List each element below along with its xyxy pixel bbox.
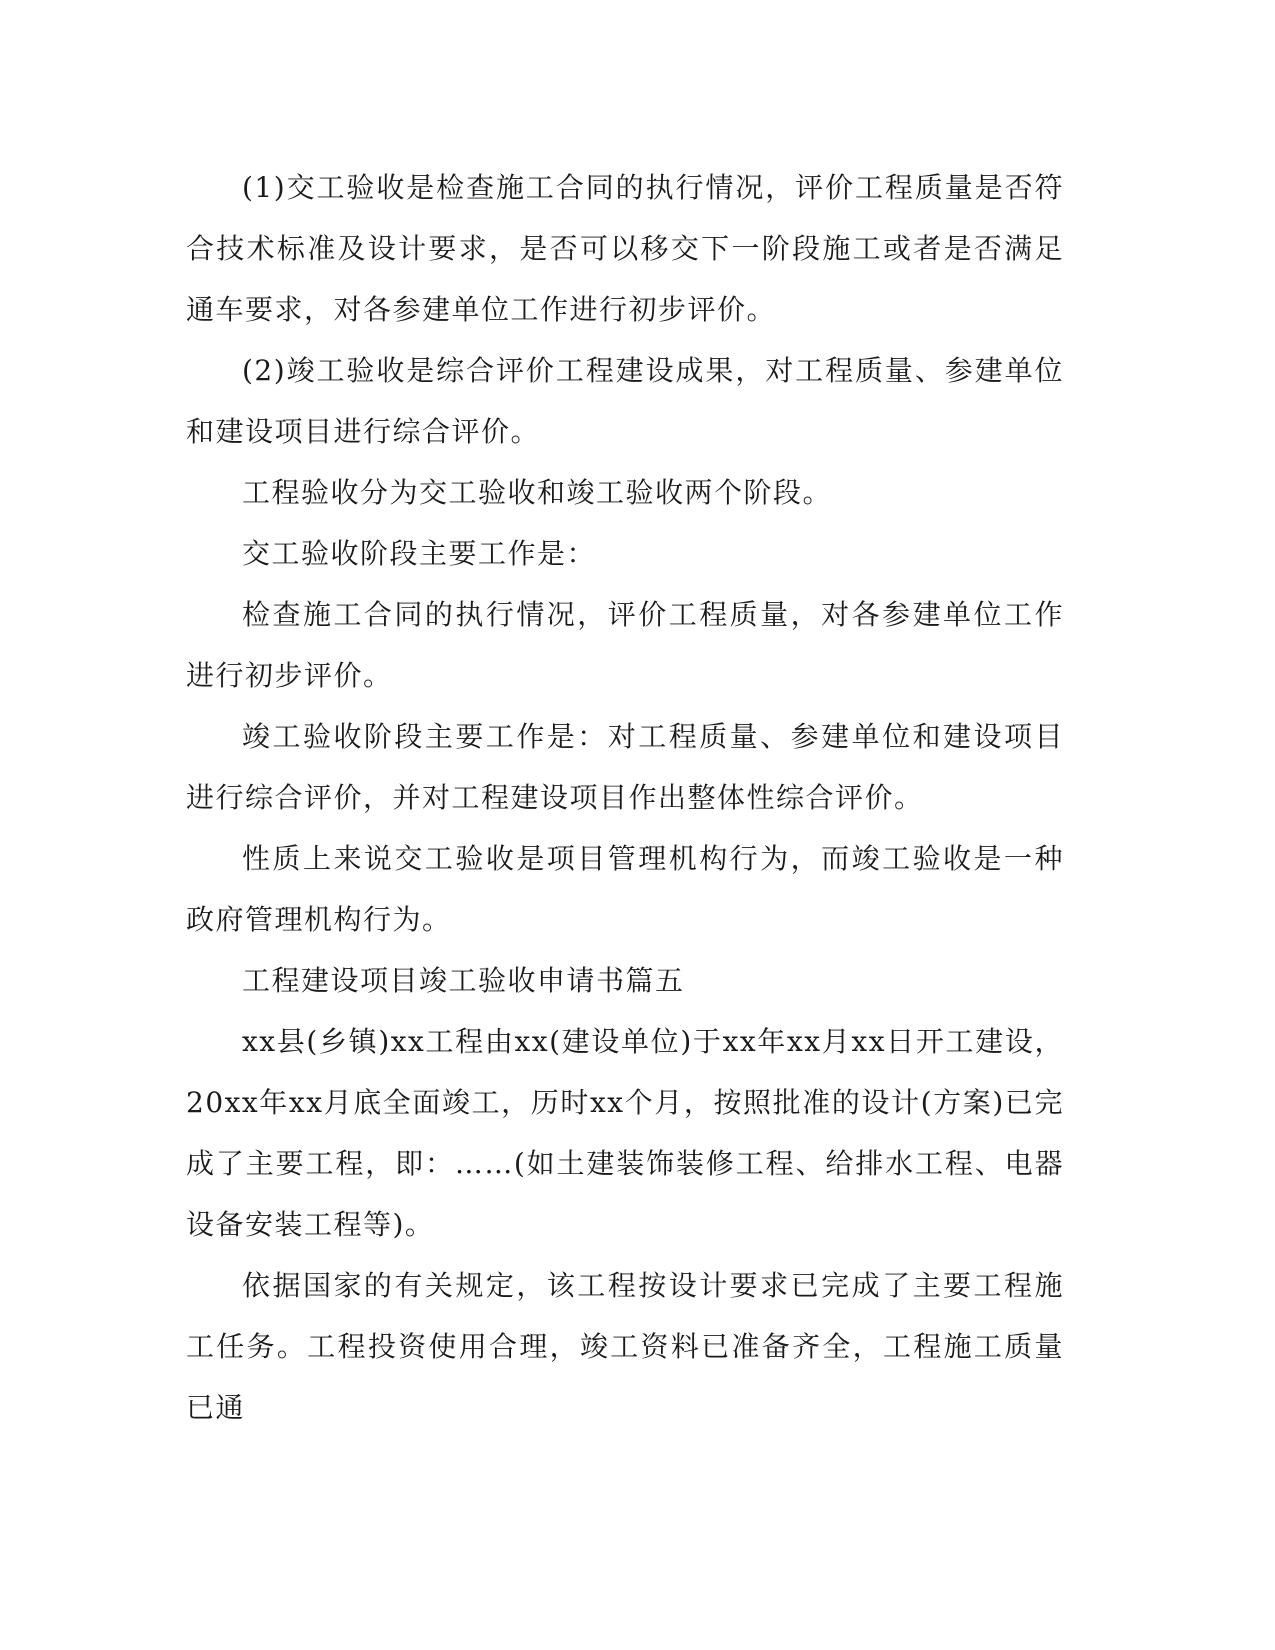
paragraph: 工程验收分为交工验收和竣工验收两个阶段。 (242, 476, 833, 509)
paragraph: 性质上来说交工验收是项目管理机构行为，而竣工验收是一种政府管理机构行为。 (186, 842, 1064, 936)
document-body (186, 157, 1064, 1438)
paragraph: 竣工验收阶段主要工作是：对工程质量、参建单位和建设项目进行综合评价，并对工程建设项目作出整体性综合评价。 (186, 720, 1064, 814)
paragraph: xx县(乡镇)xx工程由xx(建设单位)于xx年xx月xx日开工建设，20xx年xx月底全面竣工，历时xx个月，按照批准的设计(方案)已完成了主要工程，即：……(如土建装饰装修工程、给排水工程、电器设备安装工程等)。 (186, 1025, 1064, 1241)
paragraph: 检查施工合同的执行情况，评价工程质量，对各参建单位工作进行初步评价。 (186, 598, 1064, 692)
section-heading: 工程建设项目竣工验收申请书篇五 (242, 964, 685, 997)
paragraph: 交工验收阶段主要工作是： (242, 537, 597, 570)
paragraph: (2)竣工验收是综合评价工程建设成果，对工程质量、参建单位和建设项目进行综合评价。 (186, 354, 1064, 448)
paragraph: 依据国家的有关规定，该工程按设计要求已完成了主要工程施工任务。工程投资使用合理，竣工资料已准备齐全，工程施工质量已通 (186, 1269, 1064, 1424)
paragraph: (1)交工验收是检查施工合同的执行情况，评价工程质量是否符合技术标准及设计要求，是否可以移交下一阶段施工或者是否满足通车要求，对各参建单位工作进行初步评价。 (186, 171, 1064, 326)
